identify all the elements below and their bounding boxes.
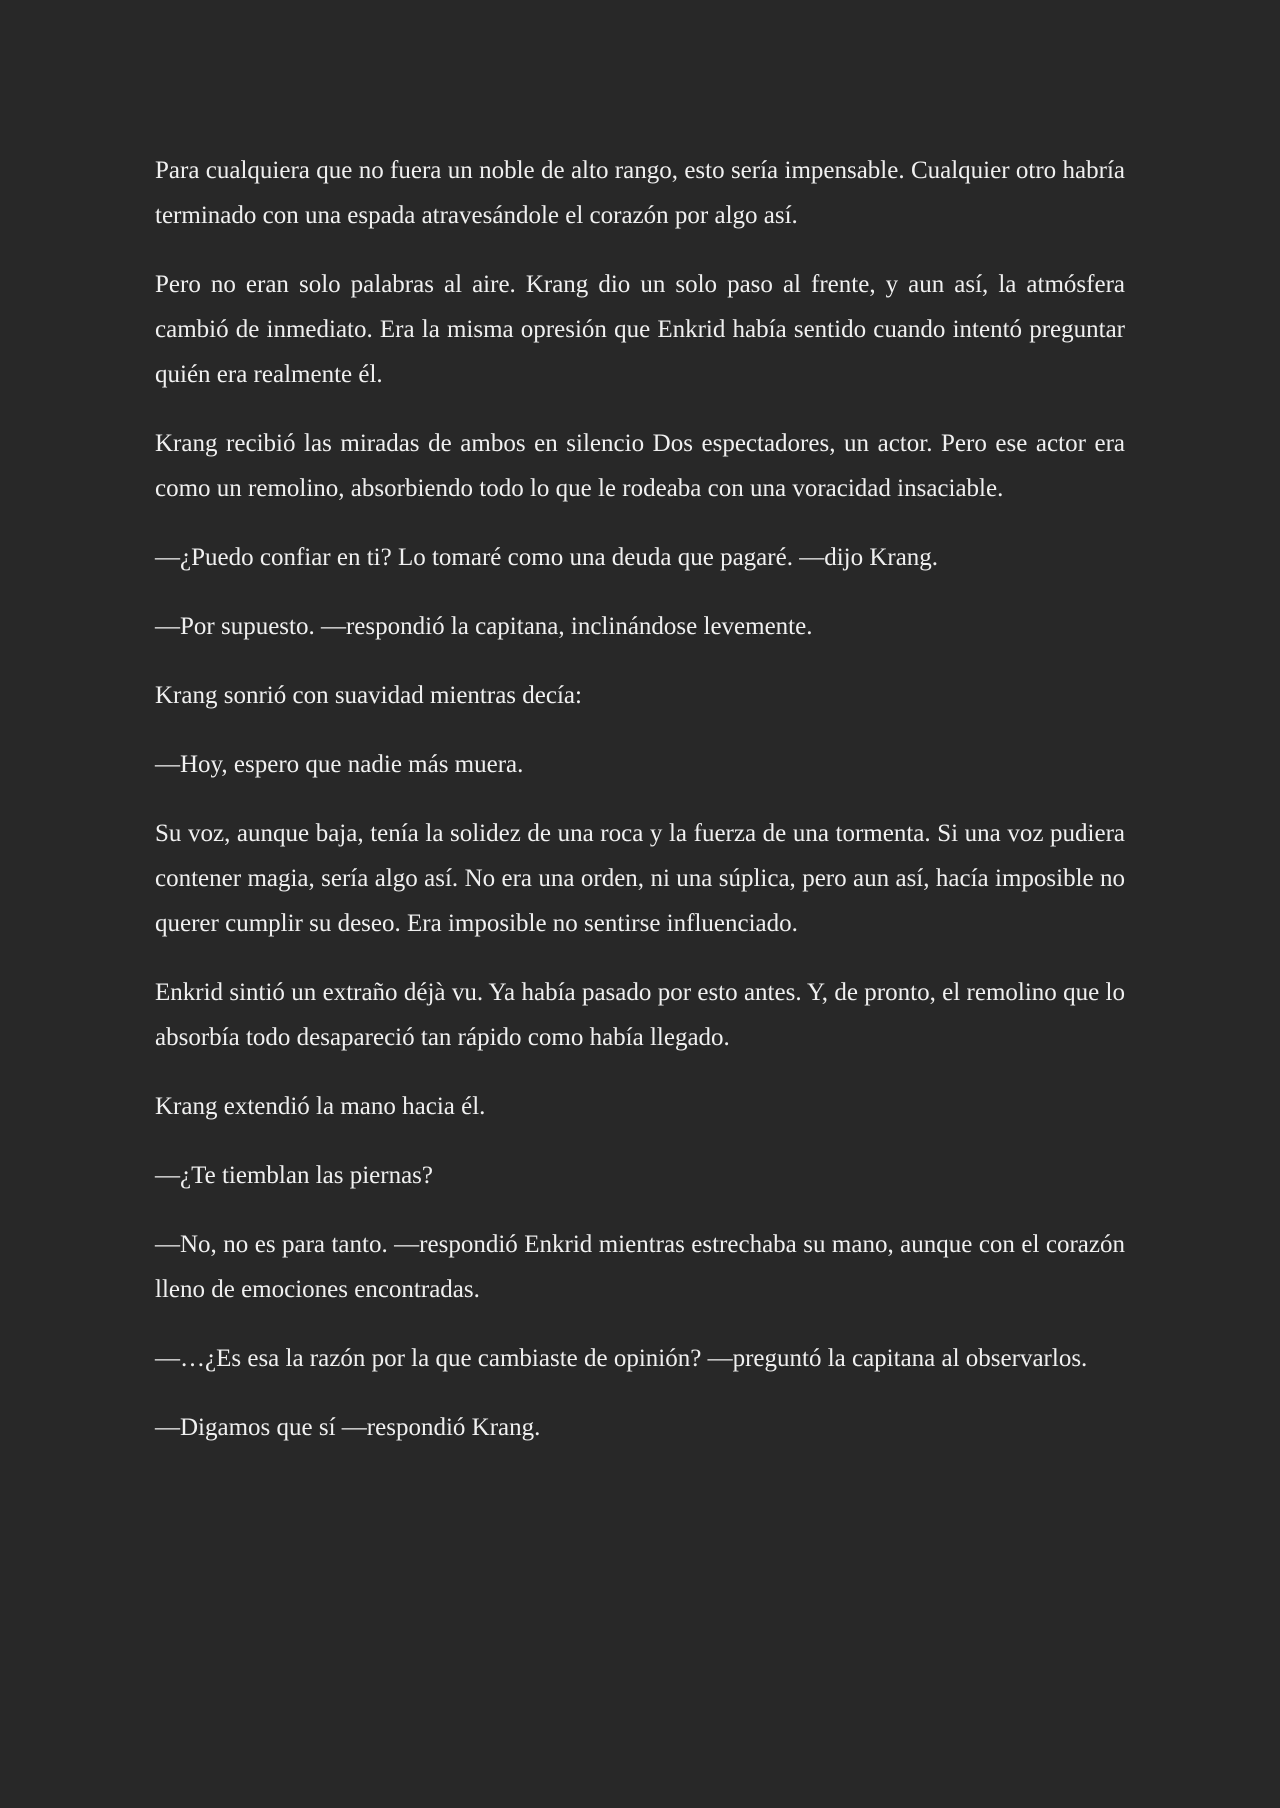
paragraph: Enkrid sintió un extraño déjà vu. Ya había pasado por esto antes. Y, de pronto, el remolino que lo absorbía todo desapareció tan rápido como había llegado. bbox=[155, 979, 1125, 1051]
paragraph: Para cualquiera que no fuera un noble de alto rango, esto sería impensable. Cualquier otro habría terminado con una espada atravesándole el corazón por algo así. bbox=[155, 157, 1125, 229]
paragraph: —¿Puedo confiar en ti? Lo tomaré como una deuda que pagaré. —dijo Krang. bbox=[155, 544, 939, 571]
chapter-text bbox=[155, 148, 1125, 1450]
paragraph: —Por supuesto. —respondió la capitana, inclinándose levemente. bbox=[155, 613, 813, 640]
paragraph: —No, no es para tanto. —respondió Enkrid mientras estrechaba su mano, aunque con el corazón lleno de emociones encontradas. bbox=[155, 1231, 1125, 1303]
paragraph: —¿Te tiemblan las piernas? bbox=[155, 1162, 434, 1189]
paragraph: Krang sonrió con suavidad mientras decía: bbox=[155, 682, 582, 709]
paragraph: Krang recibió las miradas de ambos en silencio Dos espectadores, un actor. Pero ese actor era como un remolino, absorbiendo todo lo que le rodeaba con una voracidad insaciable. bbox=[155, 430, 1125, 502]
paragraph: —Digamos que sí —respondió Krang. bbox=[155, 1414, 541, 1441]
paragraph: Su voz, aunque baja, tenía la solidez de una roca y la fuerza de una tormenta. Si una voz pudiera contener magia, sería algo así. No era una orden, ni una súplica, pero aun así, hacía imposible no querer cumplir su deseo. Era imposible no sentirse influenciado. bbox=[155, 820, 1125, 937]
paragraph: —…¿Es esa la razón por la que cambiaste de opinión? —preguntó la capitana al observarlos. bbox=[155, 1345, 1088, 1372]
paragraph: Pero no eran solo palabras al aire. Krang dio un solo paso al frente, y aun así, la atmósfera cambió de inmediato. Era la misma opresión que Enkrid había sentido cuando intentó preguntar quién era realmente él. bbox=[155, 271, 1125, 388]
paragraph: Krang extendió la mano hacia él. bbox=[155, 1093, 486, 1120]
paragraph: —Hoy, espero que nadie más muera. bbox=[155, 751, 524, 778]
